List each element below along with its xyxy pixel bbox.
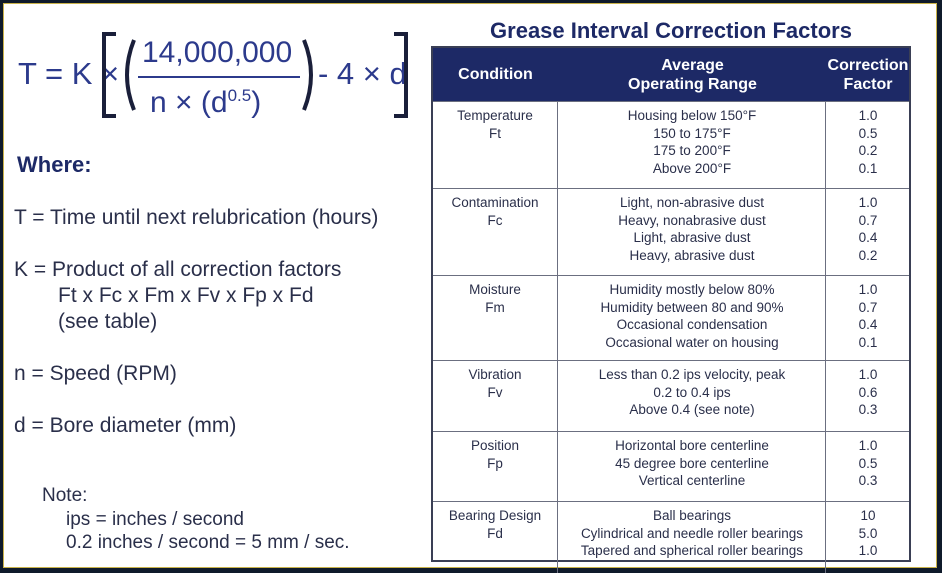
range-item: Tapered and spherical roller bearings <box>580 543 804 558</box>
factor-cell <box>827 502 909 573</box>
denominator-close: ) <box>251 86 262 119</box>
relubrication-formula <box>4 4 424 134</box>
range-item: Humidity mostly below 80% <box>609 282 775 297</box>
formula-lhs: T = K × <box>18 56 120 91</box>
note-line-2: 0.2 inches / second = 5 mm / sec. <box>66 532 350 553</box>
range-cell <box>559 189 826 276</box>
table-row <box>433 431 909 502</box>
condition-name: Bearing Design <box>448 508 542 523</box>
range-cell <box>559 276 826 361</box>
range-item: 0.2 to 0.4 ips <box>653 384 731 400</box>
header-factor-line-2: Factor <box>843 75 893 93</box>
factor-value: 1.0 <box>858 367 878 382</box>
factor-value: 0.7 <box>858 299 878 315</box>
factor-value: 0.4 <box>858 317 878 332</box>
header-factor-line-1: Correction <box>827 56 909 74</box>
where-heading: Where: <box>17 152 92 177</box>
table-header <box>433 48 909 101</box>
condition-name: Vibration <box>468 367 522 382</box>
formula-numerator: 14,000,000 <box>142 36 293 69</box>
range-item: Heavy, abrasive dust <box>629 247 755 263</box>
factor-cell <box>827 102 909 189</box>
factor-value: 1.0 <box>858 282 878 297</box>
factor-cell <box>827 276 909 361</box>
range-cell <box>559 361 826 432</box>
factor-value: 1.0 <box>858 108 878 123</box>
note-line-1: ips = inches / second <box>66 509 244 530</box>
condition-name: Position <box>470 438 520 453</box>
right-paren-icon <box>300 30 320 120</box>
condition-code: Fc <box>487 213 503 228</box>
range-item: Heavy, nonabrasive dust <box>618 212 766 228</box>
fraction-bar <box>138 76 300 78</box>
range-cell <box>559 432 826 502</box>
table-row <box>433 501 909 573</box>
factor-value: 0.7 <box>858 212 878 228</box>
range-item: Cylindrical and needle roller bearings <box>580 525 804 541</box>
range-item: 45 degree bore centerline <box>615 455 769 471</box>
denominator-base: n × (d <box>150 86 228 119</box>
factor-value: 0.3 <box>858 473 878 488</box>
range-item: Light, non-abrasive dust <box>619 195 765 210</box>
definition-k-note: (see table) <box>58 310 158 333</box>
header-range-line-2: Operating Range <box>628 75 757 93</box>
factor-value: 0.2 <box>858 247 878 263</box>
condition-code: Fd <box>487 526 503 541</box>
condition-name: Contamination <box>451 195 539 210</box>
condition-code: Fp <box>487 456 503 471</box>
range-item: Light, abrasive dust <box>633 230 751 245</box>
range-item: 150 to 175°F <box>653 125 731 141</box>
factor-cell <box>827 189 909 276</box>
correction-factors-table <box>431 46 911 562</box>
factor-value: 0.1 <box>858 160 878 176</box>
factor-value: 0.6 <box>858 384 878 400</box>
range-item: Humidity between 80 and 90% <box>600 299 784 315</box>
factor-value: 0.3 <box>858 402 878 417</box>
definition-d: d = Bore diameter (mm) <box>14 414 237 437</box>
condition-code: Ft <box>489 126 501 141</box>
factor-value: 1.0 <box>858 438 878 453</box>
condition-cell <box>433 102 558 189</box>
range-item: Above 0.4 (see note) <box>629 402 755 417</box>
header-range <box>559 48 826 101</box>
definition-t: T = Time until next relubrication (hours) <box>14 206 379 229</box>
condition-name: Temperature <box>457 108 533 123</box>
range-item: Vertical centerline <box>638 473 746 488</box>
range-item: Occasional water on housing <box>605 334 779 350</box>
range-cell <box>559 502 826 573</box>
factor-value: 0.2 <box>858 143 878 158</box>
slide-frame <box>3 3 937 568</box>
table-row <box>433 360 909 432</box>
range-item: Horizontal bore centerline <box>615 438 769 453</box>
factor-value: 0.5 <box>858 455 878 471</box>
range-item: Above 200°F <box>652 160 732 176</box>
factor-cell <box>827 361 909 432</box>
formula-tail: - 4 × d <box>318 56 407 91</box>
range-item: Less than 0.2 ips velocity, peak <box>598 367 786 382</box>
definition-k-product: Ft x Fc x Fm x Fv x Fp x Fd <box>58 284 314 307</box>
definition-k: K = Product of all correction factors <box>14 258 342 281</box>
range-item: Ball bearings <box>652 508 732 523</box>
condition-code: Fv <box>487 385 503 400</box>
range-item: 175 to 200°F <box>653 143 731 158</box>
factor-value: 1.0 <box>858 543 878 558</box>
table-title: Grease Interval Correction Factors <box>490 18 852 43</box>
formula-denominator <box>150 86 261 120</box>
right-bracket-icon <box>392 30 410 120</box>
table-row <box>433 101 909 189</box>
condition-cell <box>433 432 558 502</box>
header-factor <box>827 48 909 101</box>
factor-value: 0.5 <box>858 125 878 141</box>
definition-n: n = Speed (RPM) <box>14 362 177 385</box>
factor-value: 1.0 <box>858 195 878 210</box>
range-item: Occasional condensation <box>616 317 768 332</box>
factor-cell <box>827 432 909 502</box>
factor-value: 0.1 <box>858 334 878 350</box>
factor-value: 0.4 <box>858 230 878 245</box>
condition-code: Fm <box>485 300 505 315</box>
condition-cell <box>433 502 558 573</box>
header-condition: Condition <box>458 66 533 83</box>
condition-cell <box>433 189 558 276</box>
denominator-exponent: 0.5 <box>227 86 252 105</box>
factor-value: 5.0 <box>858 525 878 541</box>
left-bracket-icon <box>100 30 138 120</box>
condition-cell <box>433 276 558 361</box>
range-cell <box>559 102 826 189</box>
note-label: Note: <box>42 485 88 506</box>
condition-name: Moisture <box>469 282 521 297</box>
factor-value: 10 <box>860 508 876 523</box>
header-range-line-1: Average <box>661 56 724 74</box>
condition-cell <box>433 361 558 432</box>
range-item: Housing below 150°F <box>627 108 757 123</box>
table-row <box>433 188 909 276</box>
table-row <box>433 275 909 361</box>
